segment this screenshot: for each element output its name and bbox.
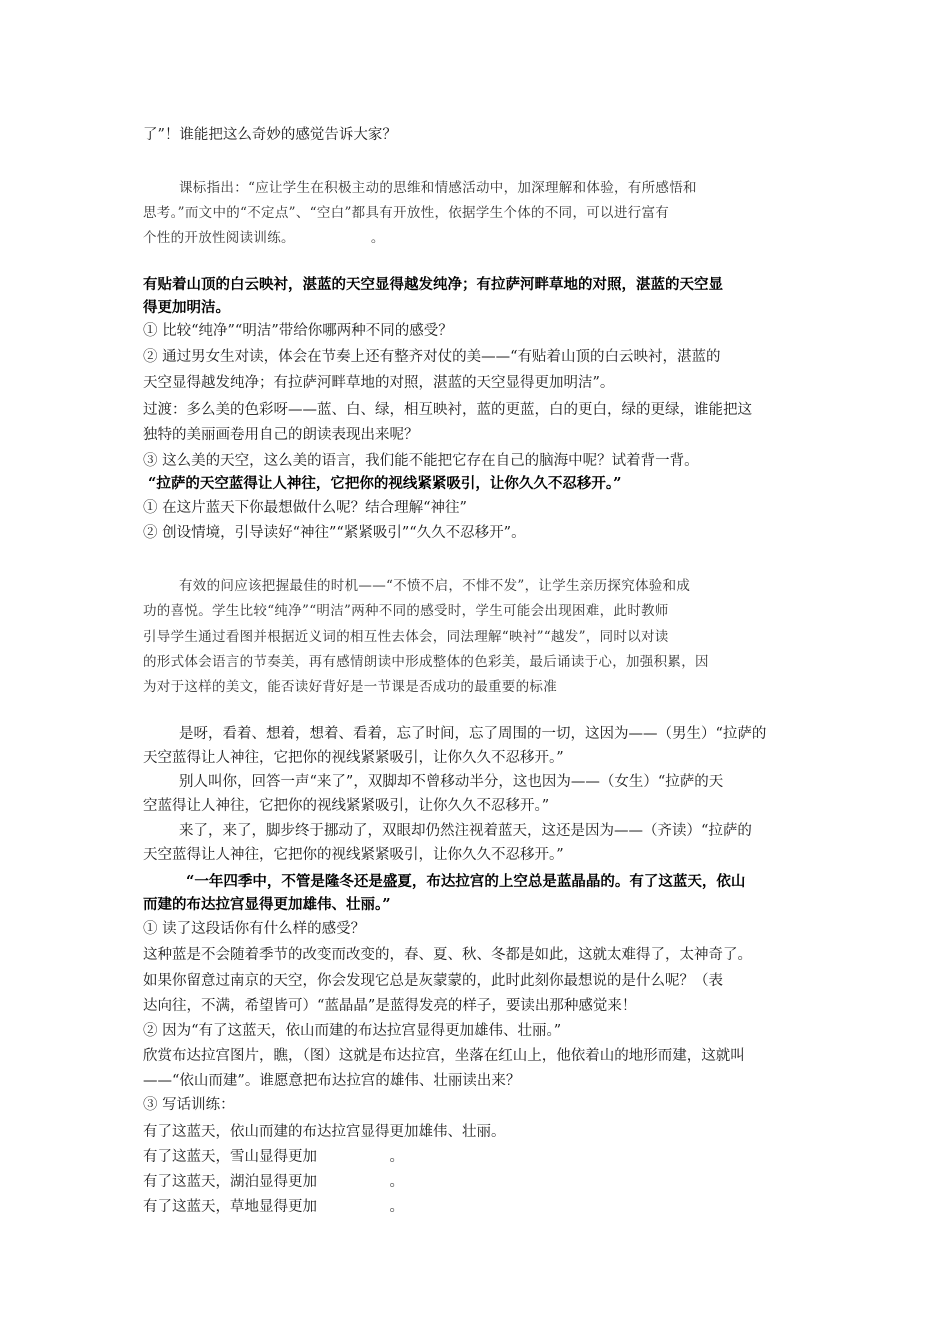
text-line: ③ 这么美的天空，这么美的语言，我们能不能把它存在自己的脑海中呢？试着背一背。: [143, 453, 699, 469]
text-line: 别人叫你，回答一声“来了”，双脚却不曾移动半分，这也因为——（女生）“拉萨的天: [179, 774, 724, 790]
text-line: 天空蓝得让人神往，它把你的视线紧紧吸引，让你久久不忍移开。”: [143, 750, 564, 766]
text-line: 独特的美丽画卷用自己的朗读表现出来呢？: [143, 427, 419, 443]
commentary-line: 引导学生通过看图并根据近义词的相互性去体会，同法理解“映衬”“越发”，同时以对读: [143, 629, 669, 645]
text-line: ② 因为“有了这蓝天，依山而建的布达拉宫显得更加雄伟、壮丽。”: [143, 1023, 562, 1039]
commentary-line: 有效的问应该把握最佳的时机——“不愤不启，不悱不发”，让学生亲历探究体验和成: [179, 578, 691, 594]
commentary-line: 课标指出：“应让学生在积极主动的思维和情感活动中，加深理解和体验，有所感悟和: [179, 180, 697, 196]
text-line: 天空蓝得让人神往，它把你的视线紧紧吸引，让你久久不忍移开。”: [143, 847, 564, 863]
text-line: 如果你留意过南京的天空，你会发现它总是灰蒙蒙的，此时此刻你最想说的是什么呢？（表: [143, 973, 723, 989]
bold-quote-line: 有贴着山顶的白云映衬，湛蓝的天空显得越发纯净；有拉萨河畔草地的对照，湛蓝的天空显: [143, 276, 723, 293]
text-line: 了”！谁能把这么奇妙的感觉告诉大家？: [143, 127, 397, 143]
commentary-line: 的形式体会语言的节奏美，再有感情朗读中形成整体的色彩美，最后诵读于心，加强积累，因: [143, 654, 709, 670]
text-line: 过渡：多么美的色彩呀——蓝、白、绿，相互映衬，蓝的更蓝，白的更白，绿的更绿，谁能把这: [143, 402, 752, 418]
commentary-line: 个性的开放性阅读训练。 。: [143, 230, 385, 246]
text-line: ① 在这片蓝天下你最想做什么呢？结合理解“神往”: [143, 500, 467, 516]
commentary-line: 思考。”而文中的“不定点”、“空白”都具有开放性，依据学生个体的不同，可以进行富有: [143, 205, 670, 221]
text-line: 这种蓝是不会随着季节的改变而改变的，春、夏、秋、冬都是如此，这就太难得了，太神奇了。: [143, 947, 752, 963]
text-line: 天空显得越发纯净；有拉萨河畔草地的对照，湛蓝的天空显得更加明洁”。: [143, 375, 615, 391]
text-line: 欣赏布达拉宫图片，瞧，（图）这就是布达拉宫，坐落在红山上，他依着山的地形而建，这就叫: [143, 1048, 745, 1064]
text-line: ② 创设情境，引导读好“神往”“紧紧吸引”“久久不忍移开”。: [143, 525, 526, 541]
text-line: 有了这蓝天，草地显得更加 。: [143, 1199, 404, 1215]
text-line: 是呀，看着、想着，想着、看着，忘了时间，忘了周围的一切，这因为——（男生）“拉萨的: [179, 726, 767, 742]
bold-quote-line: “一年四季中，不管是隆冬还是盛夏，布达拉宫的上空总是蓝晶晶的。有了这蓝天，依山: [186, 873, 746, 890]
text-line: 空蓝得让人神往，它把你的视线紧紧吸引，让你久久不忍移开。”: [143, 798, 550, 814]
text-line: 有了这蓝天，依山而建的布达拉宫显得更加雄伟、壮丽。: [143, 1124, 506, 1140]
text-line: ① 比较“纯净”“明洁”带给你哪两种不同的感受？: [143, 323, 453, 339]
text-line: ① 读了这段话你有什么样的感受？: [143, 921, 366, 937]
commentary-line: 为对于这样的美文，能否读好背好是一节课是否成功的最重要的标准: [143, 679, 557, 695]
text-line: ③ 写话训练：: [143, 1097, 235, 1113]
text-line: 来了，来了，脚步终于挪动了，双眼却仍然注视着蓝天，这还是因为——（齐读）“拉萨的: [179, 823, 752, 839]
bold-quote-line: “拉萨的天空蓝得让人神往，它把你的视线紧紧吸引，让你久久不忍移开。”: [148, 475, 622, 492]
commentary-line: 功的喜悦。学生比较“纯净”“明洁”两种不同的感受时，学生可能会出现困难，此时教师: [143, 603, 669, 619]
bold-quote-line: 而建的布达拉宫显得更加雄伟、壮丽。”: [143, 896, 391, 913]
text-line: 有了这蓝天，雪山显得更加 。: [143, 1149, 404, 1165]
text-line: 有了这蓝天，湖泊显得更加 。: [143, 1174, 404, 1190]
text-line: ——“依山而建”。谁愿意把布达拉宫的雄伟、壮丽读出来？: [143, 1073, 521, 1089]
text-line: 达向往，不满，希望皆可）“蓝晶晶”是蓝得发亮的样子，要读出那种感觉来！: [143, 998, 637, 1014]
bold-quote-line: 得更加明洁。: [143, 299, 230, 316]
text-line: ② 通过男女生对读，体会在节奏上还有整齐对仗的美——“有贴着山顶的白云映衬，湛蓝的: [143, 349, 721, 365]
